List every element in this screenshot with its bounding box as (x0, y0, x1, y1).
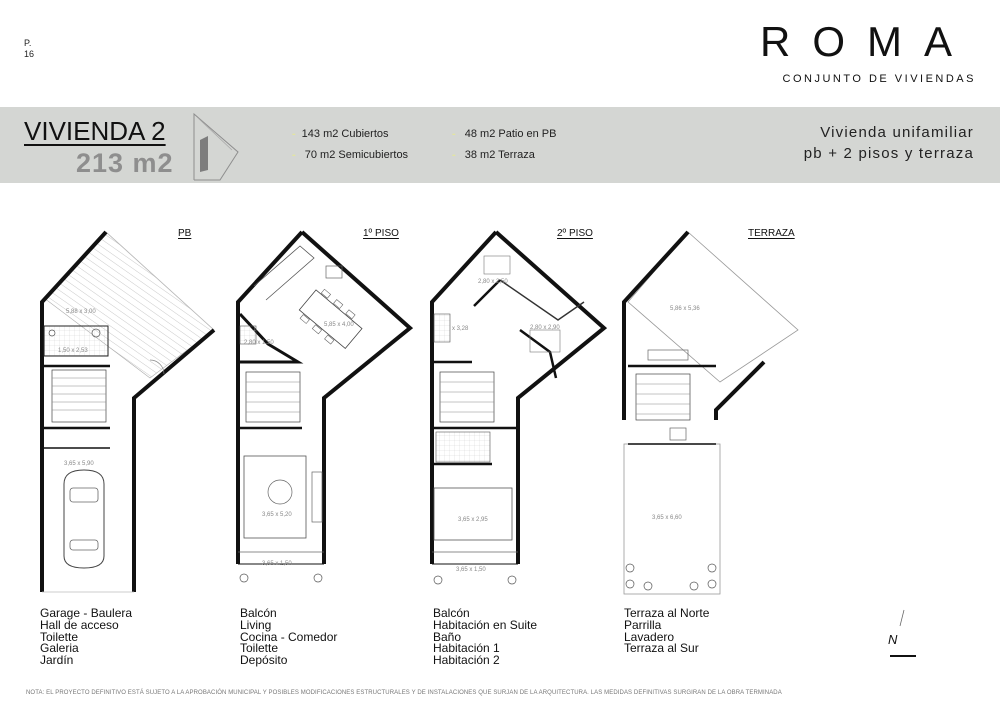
room-item: Jardín (40, 653, 74, 668)
page-number: P. 16 (24, 38, 35, 59)
terraza-grill (648, 350, 688, 360)
p2-bathroom (436, 432, 490, 462)
room-item: Garage - Baulera (40, 606, 133, 620)
footnote: NOTA: EL PROYECTO DEFINITIVO ESTÁ SUJETO A LA APROBACIÓN MUNICIPAL Y POSIBLES MODIFICACIONES ESTRUCTURALES Y DE INSTALACIONES QUE SURJAN DE LA ARQUITECTURA. LAS MEDIDAS DEFINITIVAS SURGIRAN DE LA OBRA TERMINADA (26, 690, 782, 696)
p1-living-rug (244, 456, 306, 538)
room-list-pb (40, 608, 132, 667)
plan-label-1-piso: 1º PISO (363, 228, 399, 239)
unit-area: 213 m2 (76, 148, 174, 178)
plan-label-2-piso: 2º PISO (557, 228, 593, 239)
room-item: Parrilla (624, 617, 662, 632)
p2-dim-room-2: 2,80 x 2,90 (530, 325, 560, 331)
description-line-1: Vivienda unifamiliar (820, 124, 974, 141)
plan-pb (42, 232, 214, 592)
north-label: N (888, 632, 898, 647)
room-item: Toilette (240, 641, 279, 656)
room-item: Habitación 1 (433, 641, 500, 656)
pb-dim-patio: 5,88 x 3,00 (66, 309, 96, 315)
p2-dim-bedroom: 3,65 x 2,95 (458, 517, 488, 523)
p2-dim-room-1: 2,80 x 2,50 (478, 279, 508, 285)
p1-dim-living: 3,65 x 5,20 (262, 512, 292, 518)
plan-label-pb: PB (178, 228, 192, 239)
pb-dim-toilette: 1,50 x 2,53 (58, 348, 88, 354)
room-item: Balcón (433, 606, 470, 620)
spec-patio: - 48 m2 Patio en PB (452, 128, 557, 140)
p1-wall-right (302, 232, 410, 564)
north-arrow (888, 610, 916, 656)
plan-terraza (624, 232, 798, 594)
p1-dim-balcony: 3,65 x 1,50 (262, 561, 292, 567)
spec-semicovered: - 70 m2 Semicubiertos (292, 149, 409, 161)
brand-subtitle: CONJUNTO DE VIVIENDAS (782, 73, 976, 85)
p1-stairs (246, 372, 300, 422)
room-item: Galeria (40, 641, 79, 656)
room-item: Hall de acceso (40, 617, 119, 632)
plan-2-piso (432, 232, 604, 584)
room-list-terraza (624, 608, 709, 655)
terraza-dim-south: 3,65 x 6,60 (652, 515, 682, 521)
p1-dim-toilette: 2,80 x 1,50 (244, 340, 274, 346)
room-list-2-piso (433, 608, 537, 667)
room-item: Terraza al Sur (624, 641, 699, 656)
room-item: Balcón (240, 606, 277, 620)
room-item: Lavadero (624, 629, 675, 644)
pb-dim-garage: 3,65 x 5,90 (64, 461, 94, 467)
room-item: Habitación en Suite (433, 617, 538, 632)
plan-1-piso (238, 232, 410, 582)
p2-dim-bath: x 3,28 (452, 326, 469, 332)
terraza-stairs (636, 374, 690, 420)
spec-covered: - 143 m2 Cubiertos (292, 128, 389, 140)
brand-logo: ROMA (760, 18, 974, 65)
p2-stairs (440, 372, 494, 422)
plan-label-terraza: TERRAZA (748, 228, 795, 239)
pb-car (64, 470, 104, 568)
terraza-wall-right (716, 362, 764, 420)
room-item: Toilette (40, 629, 79, 644)
spec-terrace: - 38 m2 Terraza (452, 149, 535, 161)
room-list-1-piso (240, 608, 337, 667)
room-item: Baño (433, 629, 462, 644)
p2-dim-balcony: 3,65 x 1,50 (456, 567, 486, 573)
room-item: Depósito (240, 653, 288, 668)
terraza-dim-north: 5,86 x 5,36 (670, 306, 700, 312)
unit-title: VIVIENDA 2 (24, 116, 166, 146)
room-item: Cocina - Comedor (240, 629, 338, 644)
p1-dim-kitchen: 5,85 x 4,00 (324, 322, 354, 328)
room-item: Habitación 2 (433, 653, 500, 668)
room-item: Terraza al Norte (624, 606, 710, 620)
description-line-2: pb + 2 pisos y terraza (803, 145, 974, 162)
p1-dining-table (295, 285, 365, 353)
p2-bed (434, 488, 512, 540)
room-item: Living (240, 617, 272, 632)
